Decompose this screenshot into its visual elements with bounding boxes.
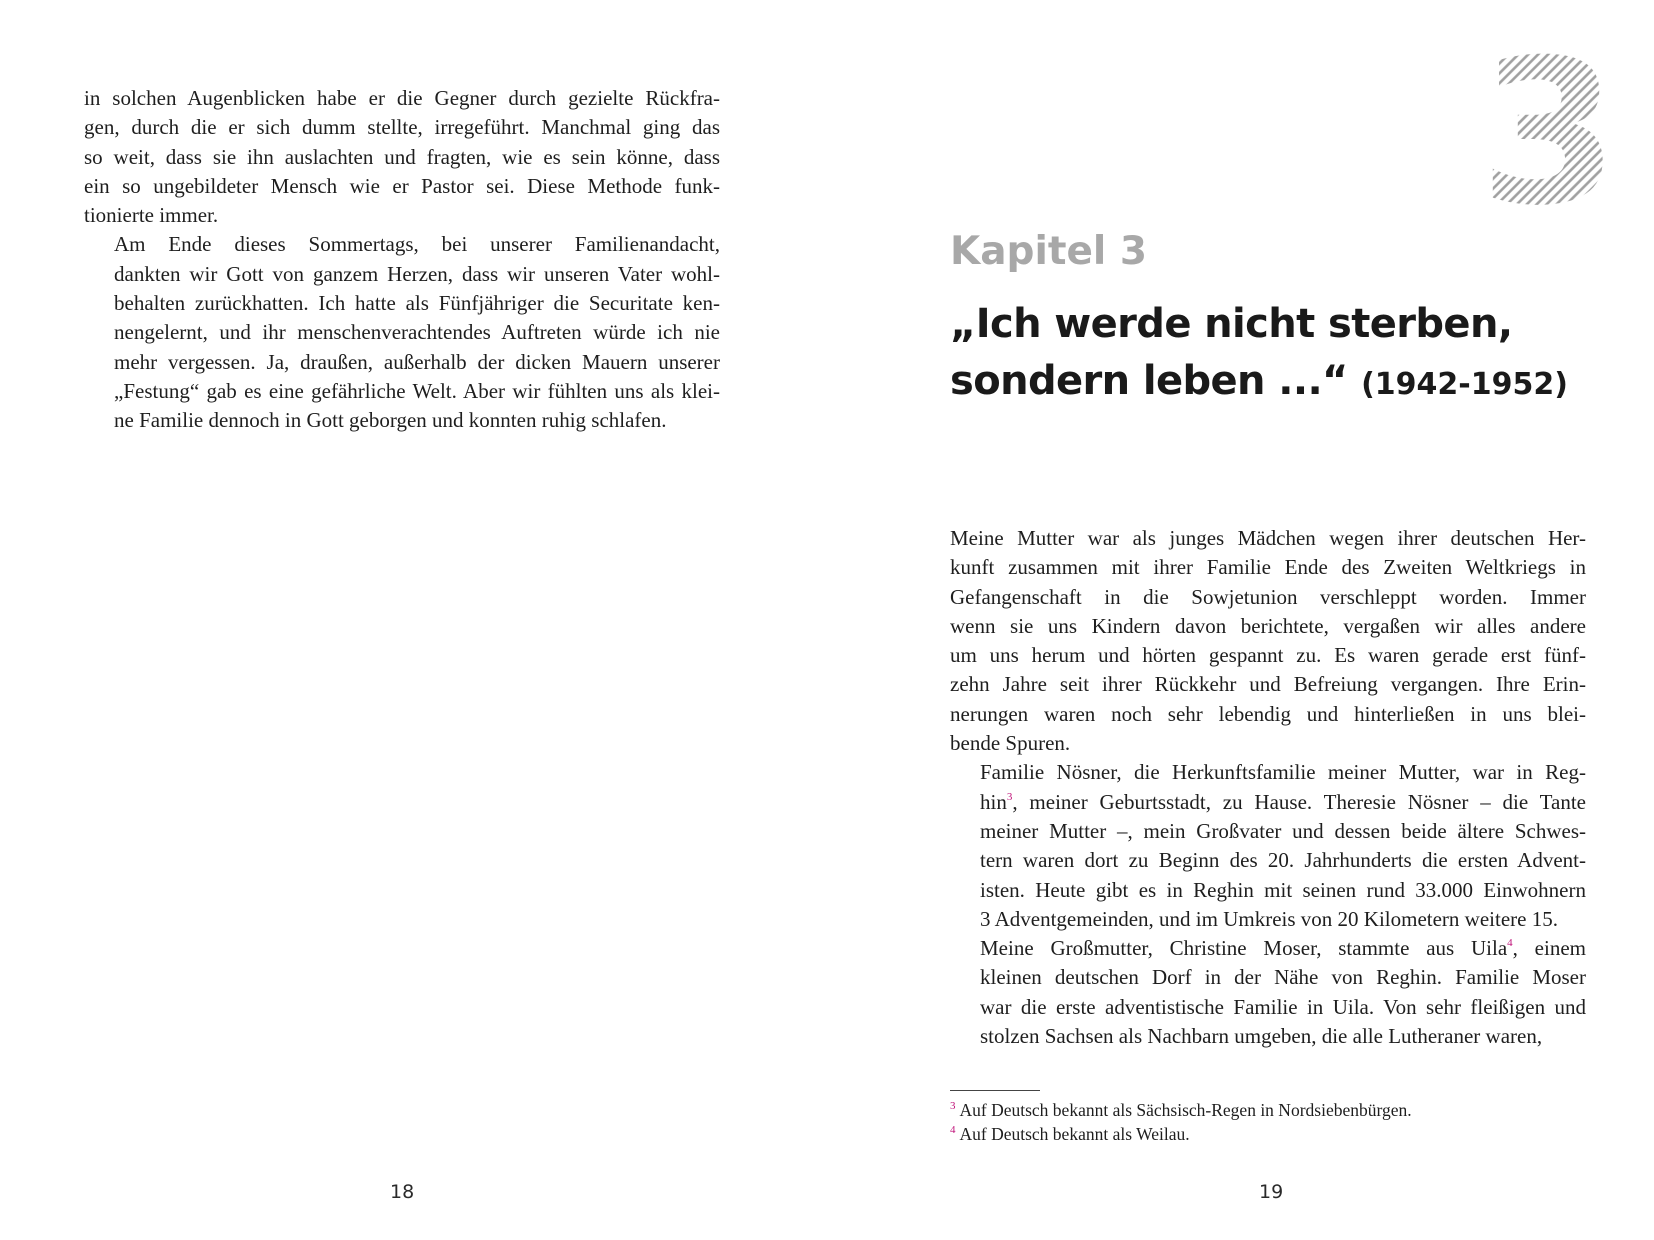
footnote-marker[interactable]: 3 — [1006, 790, 1013, 803]
left-body-text — [84, 84, 720, 436]
footnote-marker[interactable]: 4 — [1507, 937, 1513, 950]
text-line: ein so ungebildeter Mensch wie er Pastor sei. Diese Methode funk- — [84, 173, 720, 198]
paragraph — [84, 84, 720, 230]
text-line: Meine Großmutter, Christine Moser, stammte aus Uila$^4$, einem — [980, 936, 1586, 961]
text-line: meiner Mutter –, mein Großvater und dessen beide ältere Schwes- — [980, 818, 1586, 843]
paragraph — [950, 758, 1586, 934]
paragraph — [84, 230, 720, 435]
text-line: Meine Mutter war als junges Mädchen wegen ihrer deutschen Her- — [950, 526, 1586, 550]
page-number-right: 19 — [1259, 1181, 1284, 1203]
text-line: „Festung“ gab es eine gefährliche Welt. Aber wir fühlten uns als klei- — [114, 378, 720, 403]
text-line: ne Familie dennoch in Gott geborgen und konnten ruhig schlafen. — [114, 408, 667, 433]
text-line: mehr vergessen. Ja, draußen, außerhalb der dicken Mauern unserer — [114, 349, 720, 374]
footnote-number: 4 — [950, 1124, 956, 1136]
footnote-number: 3 — [950, 1100, 956, 1112]
chapter-title — [950, 296, 1610, 413]
text-line: 3 Adventgemeinden, und im Umkreis von 20 Kilometern weitere 15. — [980, 906, 1558, 931]
page-number-left: 18 — [390, 1181, 415, 1203]
text-line: Am Ende dieses Sommertags, bei unserer Familienandacht, — [114, 232, 720, 257]
text-line: tern waren dort zu Beginn des 20. Jahrhunderts die ersten Advent- — [980, 848, 1586, 873]
text-line: Gefangenschaft in die Sowjetunion verschleppt worden. Immer — [950, 584, 1586, 609]
chapter-numeral-graphic — [1479, 17, 1619, 250]
text-line: war die erste adventistische Familie in Uila. Von sehr fleißigen und — [980, 994, 1586, 1019]
text-line: hin$^3$, meiner Geburtsstadt, zu Hause. Theresie Nösner – die Tante — [980, 789, 1586, 814]
footnote-divider — [950, 1090, 1040, 1091]
text-line: dankten wir Gott von ganzem Herzen, dass wir unseren Vater wohl- — [114, 261, 720, 286]
footnote-text: Auf Deutsch bekannt als Sächsisch-Regen in Nordsiebenbürgen. — [959, 1100, 1412, 1120]
right-page — [827, 0, 1654, 1240]
text-line: um uns herum und hörten gespannt zu. Es waren gerade erst fünf- — [950, 643, 1586, 668]
footnotes — [950, 1098, 1590, 1146]
text-line: tionierte immer. — [84, 203, 219, 228]
chapter-years: (1942-1952) — [1361, 367, 1568, 402]
text-line: wenn sie uns Kindern davon berichtete, vergaßen wir alles andere — [950, 613, 1586, 638]
text-line: in solchen Augenblicken habe er die Gegner durch gezielte Rückfra- — [84, 86, 720, 110]
chapter-title-line-1: „Ich werde nicht sterben, — [950, 301, 1513, 347]
text-line: stolzen Sachsen als Nachbarn umgeben, die alle Lutheraner waren, — [980, 1024, 1543, 1049]
text-line: kunft zusammen mit ihrer Familie Ende des Zweiten Weltkriegs in — [950, 555, 1586, 580]
text-line: nengelernt, und ihr menschenverachtendes Auftreten würde ich nie — [114, 320, 720, 345]
text-line: Familie Nösner, die Herkunftsfamilie meiner Mutter, war in Reg- — [980, 760, 1586, 785]
text-line: bende Spuren. — [950, 731, 1071, 756]
text-line: zehn Jahre seit ihrer Rückkehr und Befreiung vergangen. Ihre Erin- — [950, 672, 1586, 697]
chapter-title-line-2: sondern leben ...“ — [950, 358, 1348, 404]
right-body-text — [950, 524, 1586, 1051]
chapter-label: Kapitel 3 — [950, 229, 1147, 274]
footnote-text: Auf Deutsch bekannt als Weilau. — [959, 1124, 1190, 1144]
footnote — [950, 1122, 1590, 1146]
text-line: so weit, dass sie ihn auslachten und fragten, wie es sein könne, dass — [84, 144, 720, 169]
text-line: gen, durch die er sich dumm stellte, irregeführt. Manchmal ging das — [84, 115, 720, 140]
footnote — [950, 1098, 1590, 1122]
chapter-numeral-text: 3 — [1479, 17, 1619, 250]
text-line: isten. Heute gibt es in Reghin mit seinen rund 33.000 Einwohnern — [980, 877, 1586, 902]
paragraph — [950, 934, 1586, 1051]
paragraph — [950, 524, 1586, 758]
text-line: nerungen waren noch sehr lebendig und hinterließen in uns blei- — [950, 701, 1586, 726]
text-line: kleinen deutschen Dorf in der Nähe von Reghin. Familie Moser — [980, 965, 1586, 990]
text-line: behalten zurückhatten. Ich hatte als Fünfjähriger die Securitate ken- — [114, 291, 720, 316]
